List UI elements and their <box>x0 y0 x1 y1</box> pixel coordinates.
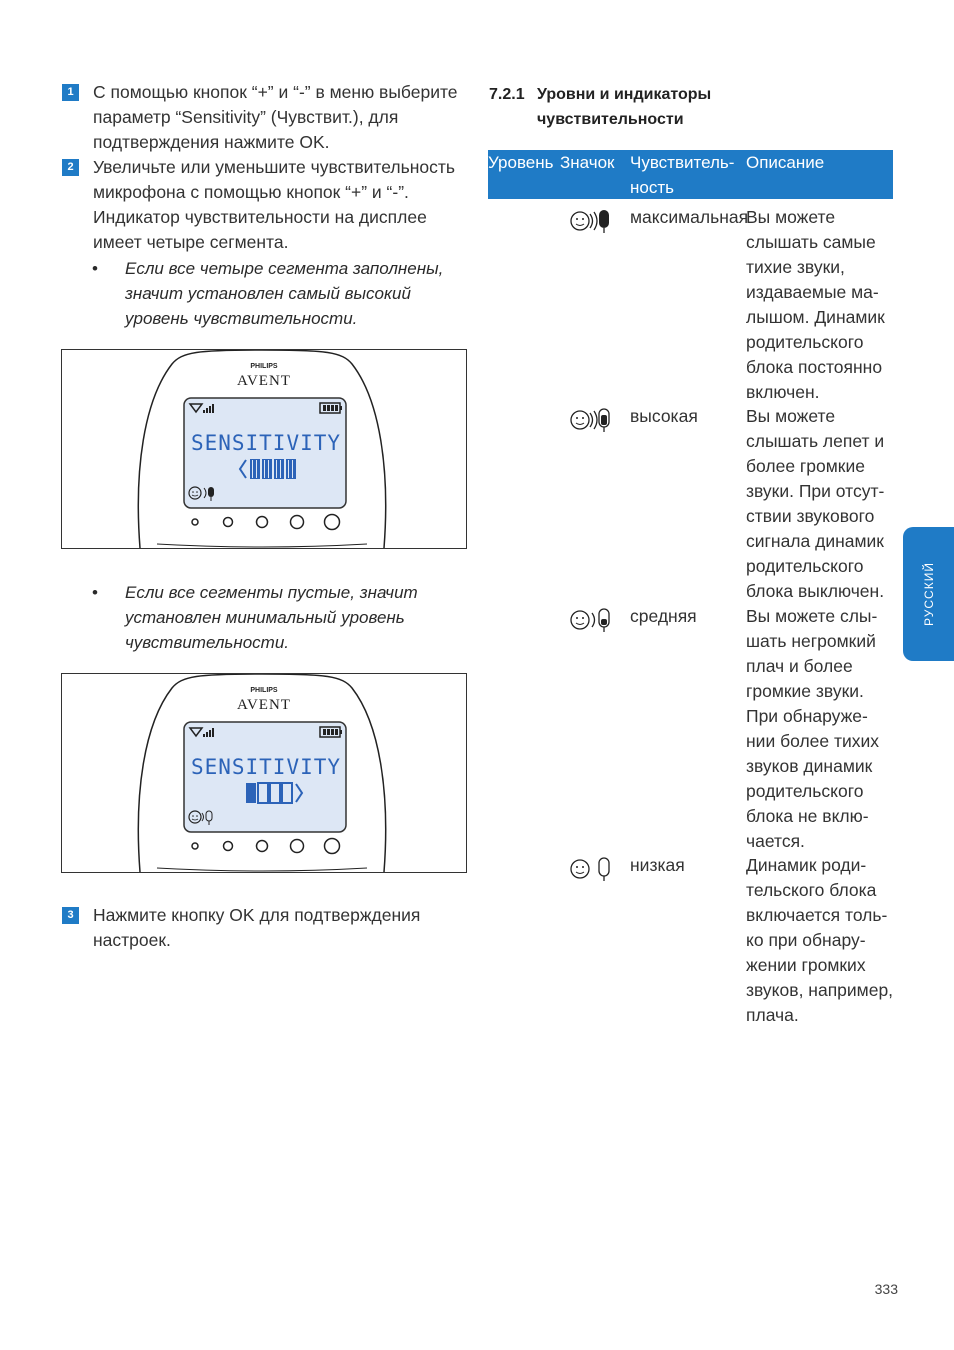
section-heading <box>489 82 889 132</box>
lcd-sensitivity-text: SENSITIVITY <box>190 431 342 455</box>
table-header <box>488 150 893 199</box>
device-figure-max <box>61 349 467 549</box>
mic-level-4-icon <box>569 208 613 234</box>
step-text: Увеличьте или уменьшите чувствительность микрофона с помощью кнопок “+” и “-”. Индикатор чувствительности на дисплее имеет четыре сегмента. <box>93 157 455 252</box>
brand-text: PHILIPS <box>250 363 278 370</box>
bullet-max <box>92 256 472 331</box>
brand-text: PHILIPS <box>250 687 278 694</box>
section-number: 7.2.1 <box>489 86 525 103</box>
bullet-dot: • <box>92 583 98 602</box>
bullet-text: Если все сегменты пустые, значит установлен минимальный уровень чувствительности. <box>125 583 418 652</box>
page-number: 333 <box>874 1281 898 1297</box>
step-3 <box>62 903 472 953</box>
bullet-text: Если все четыре сегмента заполнены, значит установлен самый высокий уровень чувствительности. <box>125 259 444 328</box>
avent-logo: AVENT <box>237 697 291 713</box>
row-description: Вы можете слышать лепет и более громкие звуки. При отсут- ствии звукового сигнала динамик родительского блока выключен. <box>746 406 885 601</box>
step-1 <box>62 80 472 155</box>
header-level: Уровень <box>488 153 554 172</box>
step-text: С помощью кнопок “+” и “-” в меню выберите параметр “Sensitivity” (Чувствит.), для подтверждения нажмите OK. <box>93 82 458 152</box>
mic-level-1-icon <box>569 856 613 882</box>
section-title-line2: чувствительности <box>537 111 684 128</box>
bullet-min <box>92 580 472 655</box>
header-sensitivity-line2: ность <box>630 178 674 197</box>
step-2 <box>62 155 472 255</box>
section-title-line1: Уровни и индикаторы <box>537 86 712 103</box>
bullet-dot: • <box>92 259 98 278</box>
row-sensitivity: средняя <box>630 606 697 626</box>
avent-logo: AVENT <box>237 373 291 389</box>
row-sensitivity: высокая <box>630 406 698 426</box>
mic-level-3-icon <box>569 407 613 433</box>
row-sensitivity: максимальная <box>630 207 749 227</box>
device-figure-min <box>61 673 467 873</box>
step-number: 1 <box>62 84 79 101</box>
header-description: Описание <box>746 153 825 172</box>
row-description: Вы можете слы- шать негромкий плач и более громкие звуки. При обнаруже- нии более тихих звуков динамик родительского блока не вклю- чается. <box>746 606 880 851</box>
lcd-sensitivity-text: SENSITIVITY <box>190 755 342 779</box>
row-sensitivity: низкая <box>630 855 685 875</box>
header-sensitivity: Чувствитель- <box>630 153 735 172</box>
row-description: Динамик роди- тельского блока включается толь- ко при обнару- жении громких звуков, например, плача. <box>746 855 894 1025</box>
language-tab <box>903 527 954 661</box>
row-description: Вы можете слышать самые тихие звуки, издаваемые ма- лышом. Динамик родительского блока постоянно включен. <box>746 207 885 402</box>
language-tab-label: РУССКИЙ <box>921 562 936 626</box>
step-number: 2 <box>62 159 79 176</box>
step-number: 3 <box>62 907 79 924</box>
mic-level-2-icon <box>569 607 613 633</box>
step-text: Нажмите кнопку OK для подтверждения настроек. <box>93 905 421 950</box>
header-icon: Значок <box>560 153 615 172</box>
